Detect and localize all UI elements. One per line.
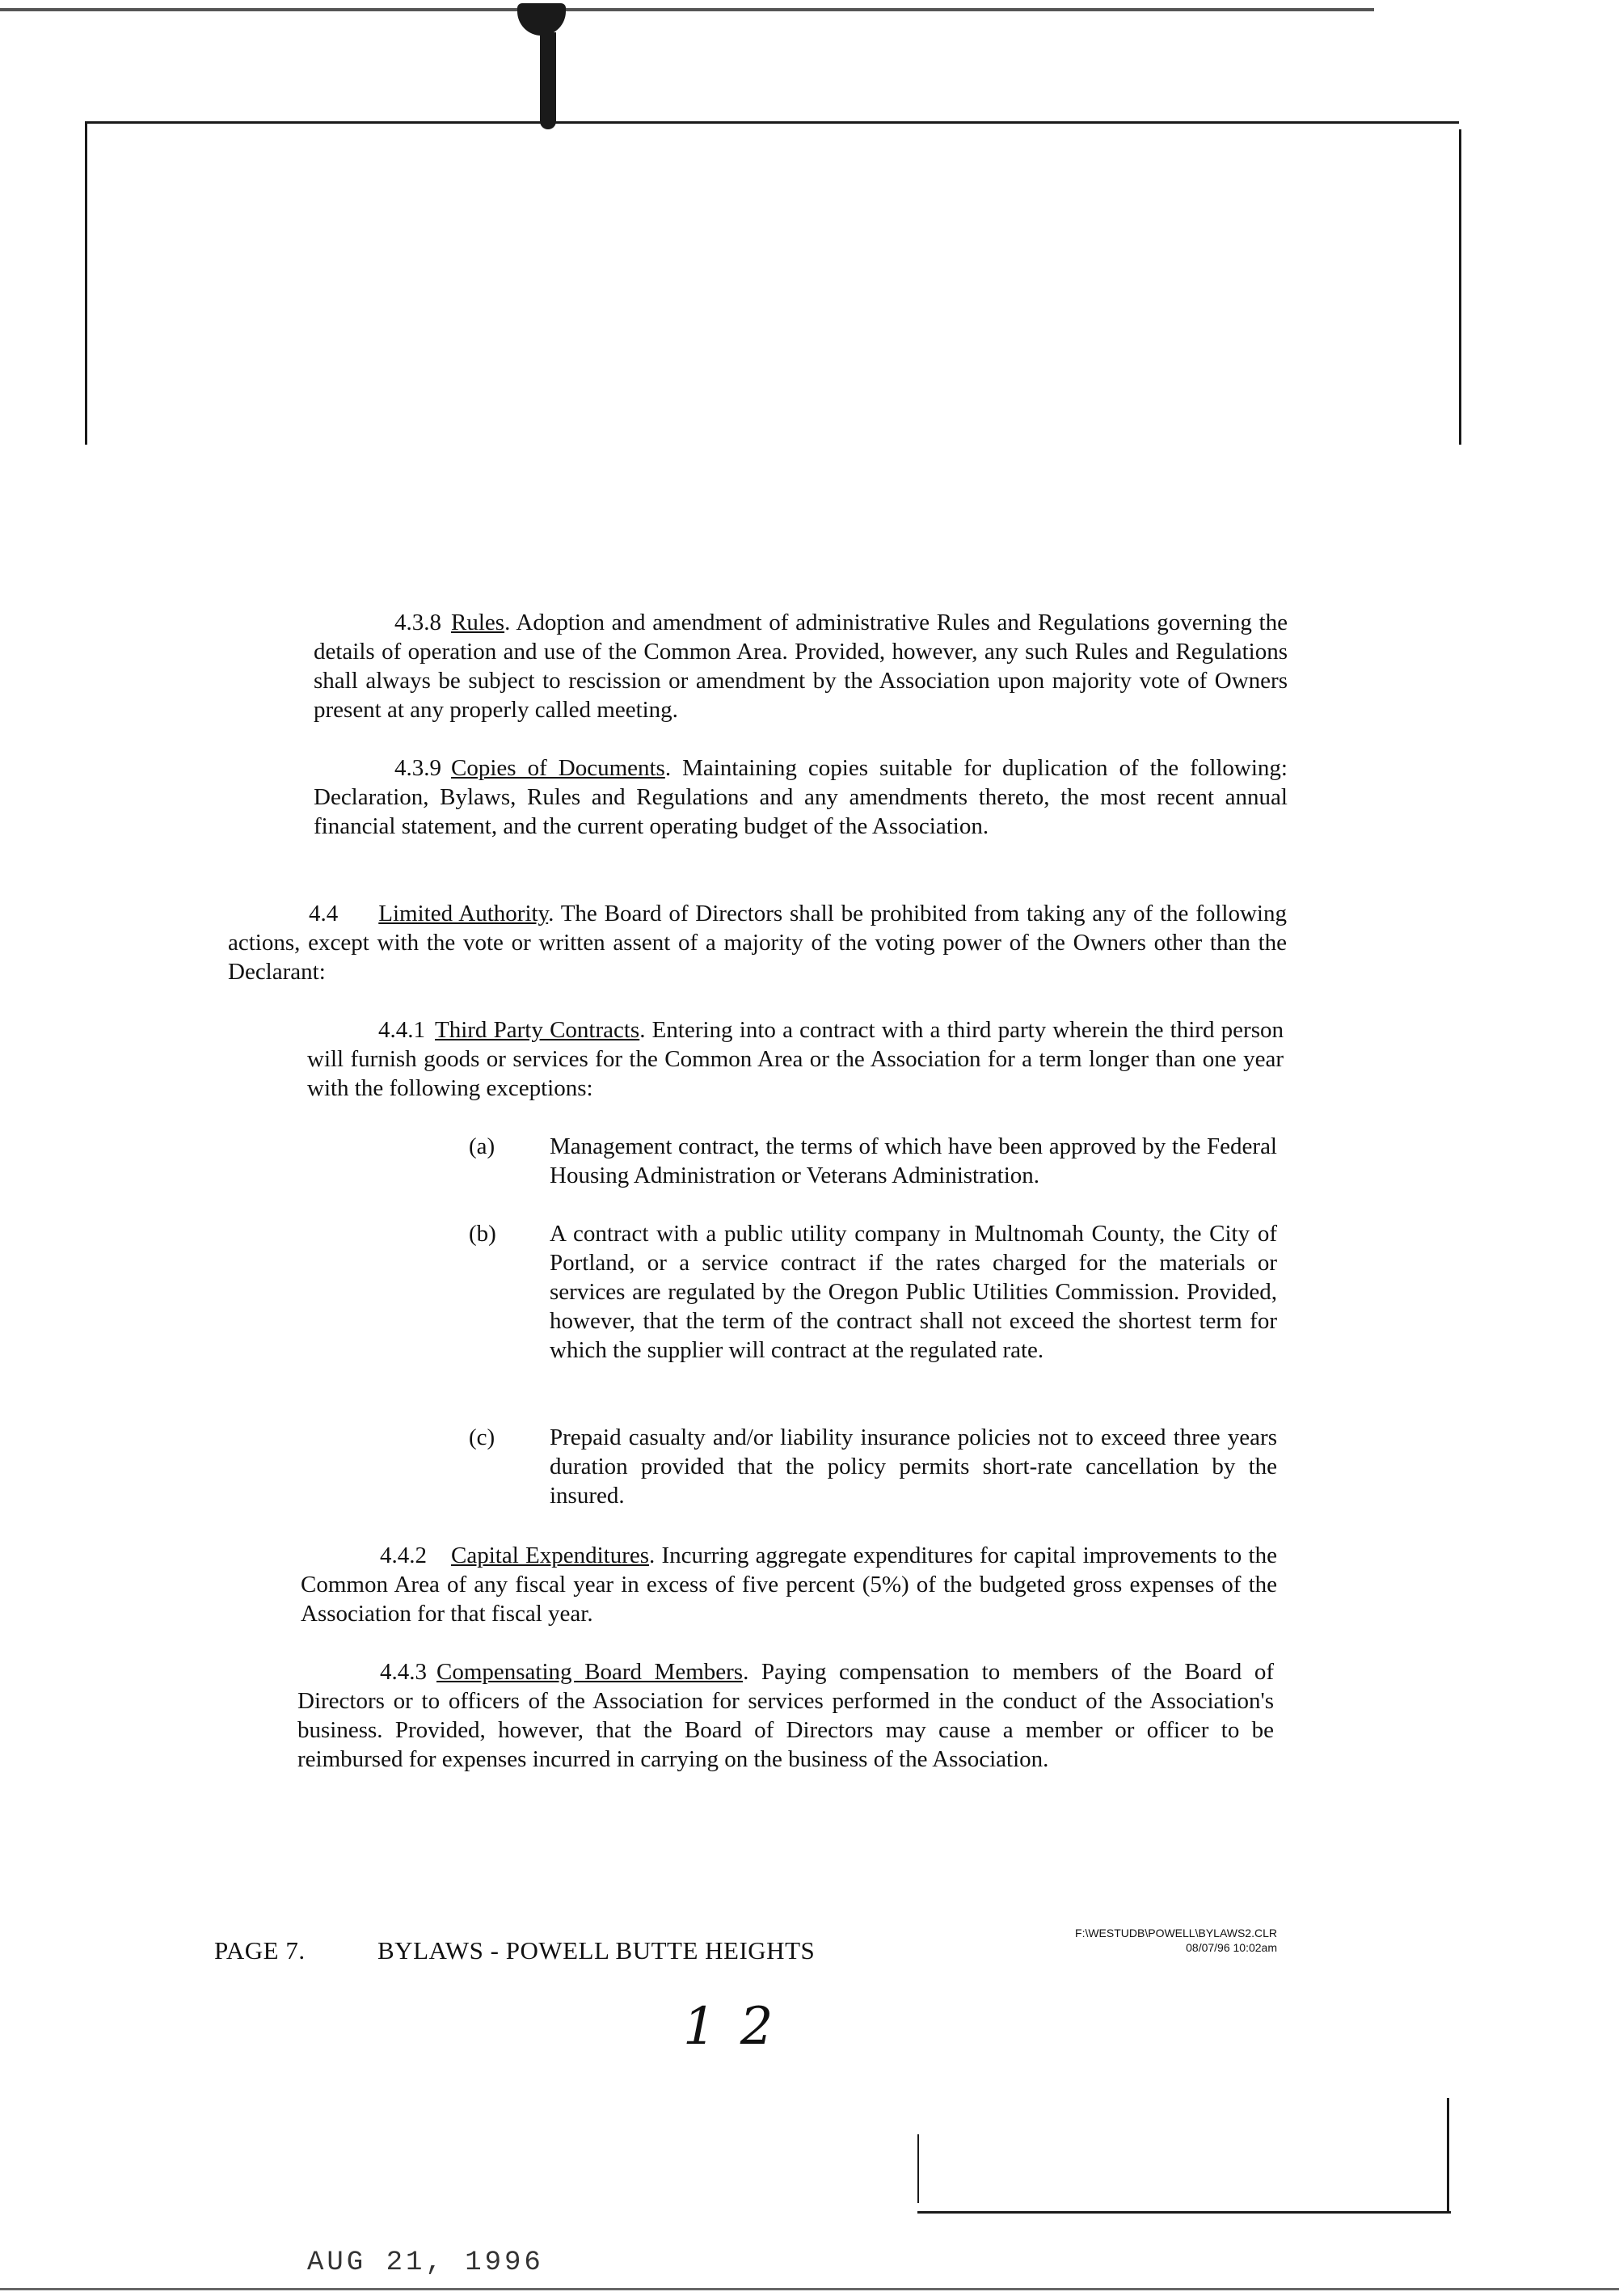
exception-a: Management contract, the terms of which have been approved by the Federal Housing Administration or Veterans Administration. (550, 1133, 1277, 1188)
section-heading: Rules (451, 610, 505, 635)
bottom-frame-bottom (917, 2211, 1451, 2214)
scan-bottom-edge (0, 2288, 1619, 2290)
exception-label-c: (c) (469, 1424, 495, 1450)
section-heading: Compensating Board Members (436, 1659, 744, 1685)
section-number: 4.4.3 (380, 1659, 427, 1685)
section-heading: Copies of Documents (451, 755, 665, 781)
date-stamp: AUG 21, 1996 (307, 2247, 544, 2278)
section-4-3-9 (314, 753, 1288, 841)
section-text: . Adoption and amendment of administrative Rules and Regulations governing the details of operation and use of the Common Area. Provided, however, any such Rules and Regulations shall always be subject to rescission or amendment by the Association upon majority vote of Owners present at any properly called meeting. (314, 610, 1288, 723)
section-number: 4.3.9 (394, 755, 441, 781)
section-text: . Entering into a contract with a third party wherein the third person will furnish goods or services for the Common Area or the Association for a term longer than one year with the following exceptions: (307, 1017, 1284, 1101)
bottom-frame-left (917, 2134, 919, 2203)
frame-right-line (1459, 129, 1461, 445)
footer-file-info (954, 1926, 1277, 1955)
footer-timestamp: 08/07/96 10:02am (1186, 1941, 1277, 1954)
section-4-4-2 (301, 1541, 1277, 1628)
section-number: 4.4 (309, 901, 339, 926)
footer-document-title: BYLAWS - POWELL BUTTE HEIGHTS (377, 1936, 816, 1965)
scan-top-blot (517, 3, 566, 36)
section-text: . Incurring aggregate expenditures for capital improvements to the Common Area of any fiscal year in excess of five percent (5%) of the budgeted gross expenses of the Association for that fiscal year. (301, 1543, 1277, 1627)
exception-label-b: (b) (469, 1221, 496, 1247)
exception-c: Prepaid casualty and/or liability insurance policies not to exceed three years duration provided that the policy permits short-rate cancellation by the insured. (550, 1424, 1277, 1509)
scan-top-edge (0, 8, 1374, 11)
section-number: 4.4.2 (380, 1543, 427, 1568)
section-text: . Maintaining copies suitable for duplication of the following: Declaration, Bylaws, Rules and Regulations and any amendments thereto, the most recent annual financial statement, and the current operating budget of the Association. (314, 755, 1288, 839)
scan-top-blot-tail (540, 32, 556, 129)
section-4-4-1 (307, 1015, 1284, 1103)
bottom-frame-right (1447, 2098, 1449, 2211)
footer-filepath: F:\WESTUDB\POWELL\BYLAWS2.CLR (1075, 1927, 1277, 1939)
section-heading: Limited Authority (378, 901, 549, 926)
handwritten-page-number: 12 (683, 1997, 798, 2057)
footer-page-number: PAGE 7. (214, 1936, 306, 1965)
exception-label-a: (a) (469, 1133, 495, 1159)
section-text: . Paying compensation to members of the Board of Directors or to officers of the Association for services performed in the conduct of the Association's business. Provided, however, that the Board of Directors may cause a member or officer to be reimbursed for expenses incurred in carrying on the business of the Association. (297, 1659, 1274, 1772)
section-4-3-8 (314, 608, 1288, 724)
frame-left-line (85, 121, 87, 445)
section-heading: Third Party Contracts (435, 1017, 640, 1043)
section-text: . The Board of Directors shall be prohibited from taking any of the following actions, except with the vote or written assent of a majority of the voting power of the Owners other than the Declarant: (228, 901, 1287, 985)
frame-top-line (85, 121, 1459, 124)
section-heading: Capital Expenditures (451, 1543, 650, 1568)
section-number: 4.4.1 (378, 1017, 425, 1043)
section-4-4 (228, 899, 1287, 986)
section-4-4-3 (297, 1657, 1274, 1774)
section-number: 4.3.8 (394, 610, 441, 635)
exception-b: A contract with a public utility company in Multnomah County, the City of Portland, or a service contract if the rates charged for the materials or services are regulated by the Oregon Public Utilities Commission. Provided, however, that the term of the contract shall not exceed the shortest term for which the supplier will contract at the regulated rate. (550, 1221, 1277, 1363)
